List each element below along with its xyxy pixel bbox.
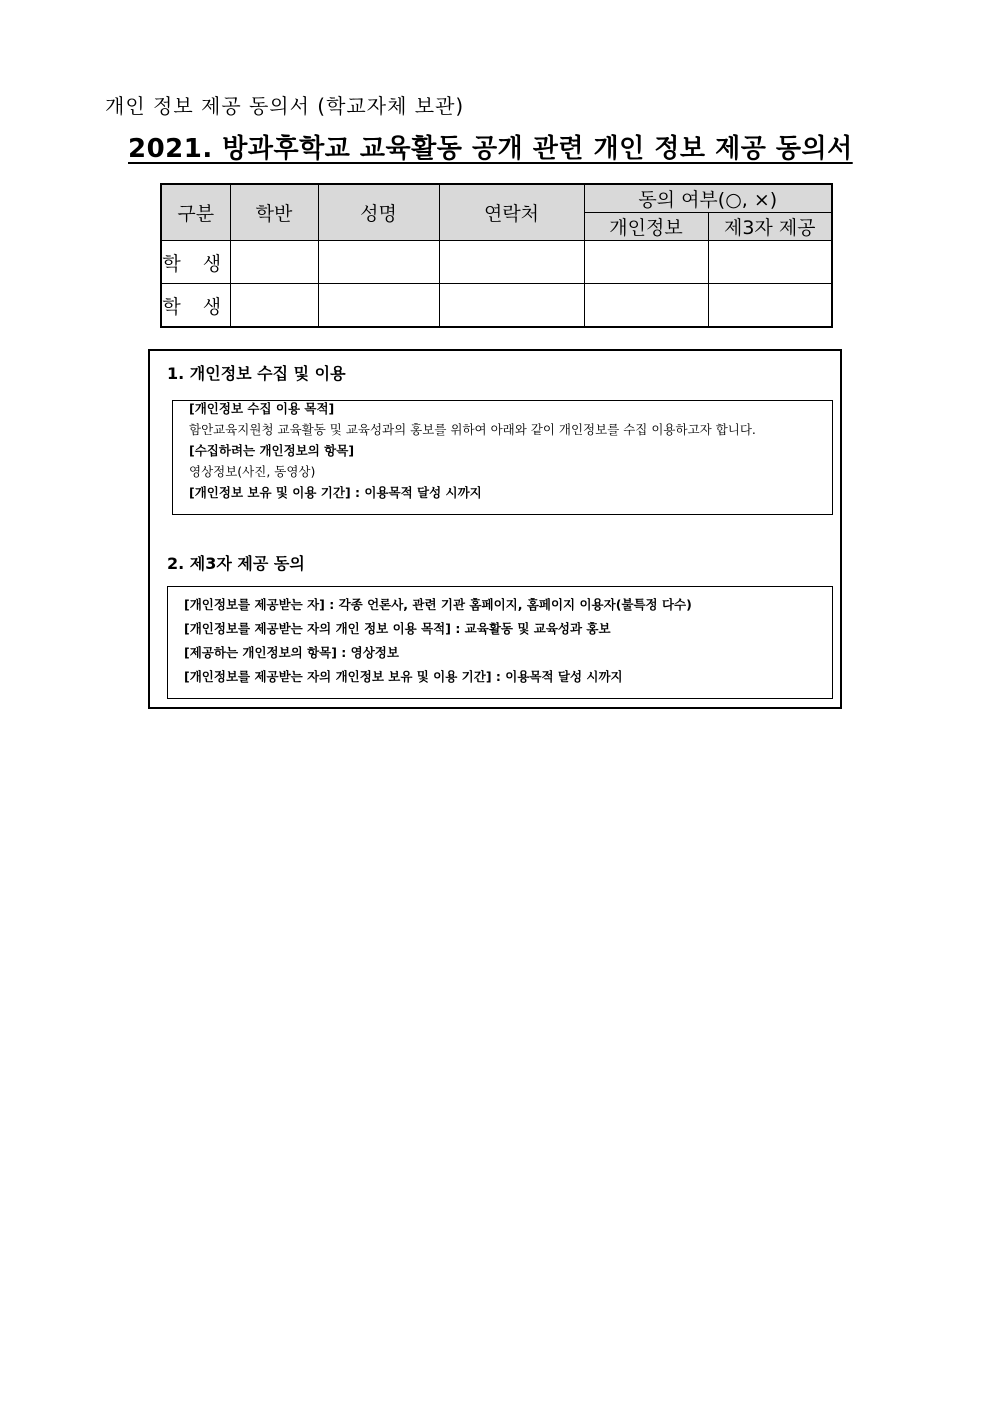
document-supertitle: 개인 정보 제공 동의서 (학교자체 보관)	[105, 94, 465, 118]
section1-line: [개인정보 수집 이용 목적]	[189, 401, 335, 416]
contact-cell[interactable]	[439, 284, 584, 328]
personal-info-consent-cell[interactable]	[584, 284, 708, 328]
name-cell[interactable]	[318, 241, 439, 284]
header-consent: 동의 여부(○, ×)	[584, 184, 832, 213]
info-box	[148, 349, 842, 709]
section1-content-box	[172, 400, 833, 515]
third-party-consent-cell[interactable]	[708, 284, 832, 328]
header-third-party: 제3자 제공	[708, 213, 832, 241]
section1-line: [수집하려는 개인정보의 항목]	[189, 443, 355, 458]
section1-title: 1. 개인정보 수집 및 이용	[167, 364, 346, 383]
header-personal-info: 개인정보	[584, 213, 708, 241]
section1-line: 함안교육지원청 교육활동 및 교육성과의 홍보를 위하여 아래와 같이 개인정보를 수집 이용하고자 합니다.	[189, 422, 756, 437]
contact-cell[interactable]	[439, 241, 584, 284]
consent-table	[160, 183, 833, 328]
third-party-consent-cell[interactable]	[708, 241, 832, 284]
section2-title: 2. 제3자 제공 동의	[167, 554, 305, 573]
section1-line: 영상정보(사진, 동영상)	[189, 464, 316, 479]
header-name: 성명	[318, 184, 439, 241]
header-class-number: 학반	[230, 184, 318, 241]
table-row	[161, 241, 832, 284]
document-title: 2021. 방과후학교 교육활동 공개 관련 개인 정보 제공 동의서	[128, 134, 853, 164]
row-label: 학 생	[161, 241, 230, 284]
header-contact: 연락처	[439, 184, 584, 241]
section2-line: [개인정보를 제공받는 자의 개인 정보 이용 목적] : 교육활동 및 교육성과 홍보	[184, 621, 611, 636]
table-row	[161, 284, 832, 328]
section2-line: [제공하는 개인정보의 항목] : 영상정보	[184, 645, 399, 660]
section2-line: [개인정보를 제공받는 자] : 각종 언론사, 관련 기관 홈페이지, 홈페이지 이용자(불특정 다수)	[184, 597, 692, 612]
personal-info-consent-cell[interactable]	[584, 241, 708, 284]
class-number-cell[interactable]	[230, 284, 318, 328]
class-number-cell[interactable]	[230, 241, 318, 284]
section2-line: [개인정보를 제공받는 자의 개인정보 보유 및 이용 기간] : 이용목적 달성 시까지	[184, 669, 623, 684]
section2-content-box	[167, 586, 833, 699]
section1-line: [개인정보 보유 및 이용 기간] : 이용목적 달성 시까지	[189, 485, 482, 500]
row-label: 학 생	[161, 284, 230, 328]
name-cell[interactable]	[318, 284, 439, 328]
header-category: 구분	[161, 184, 230, 241]
